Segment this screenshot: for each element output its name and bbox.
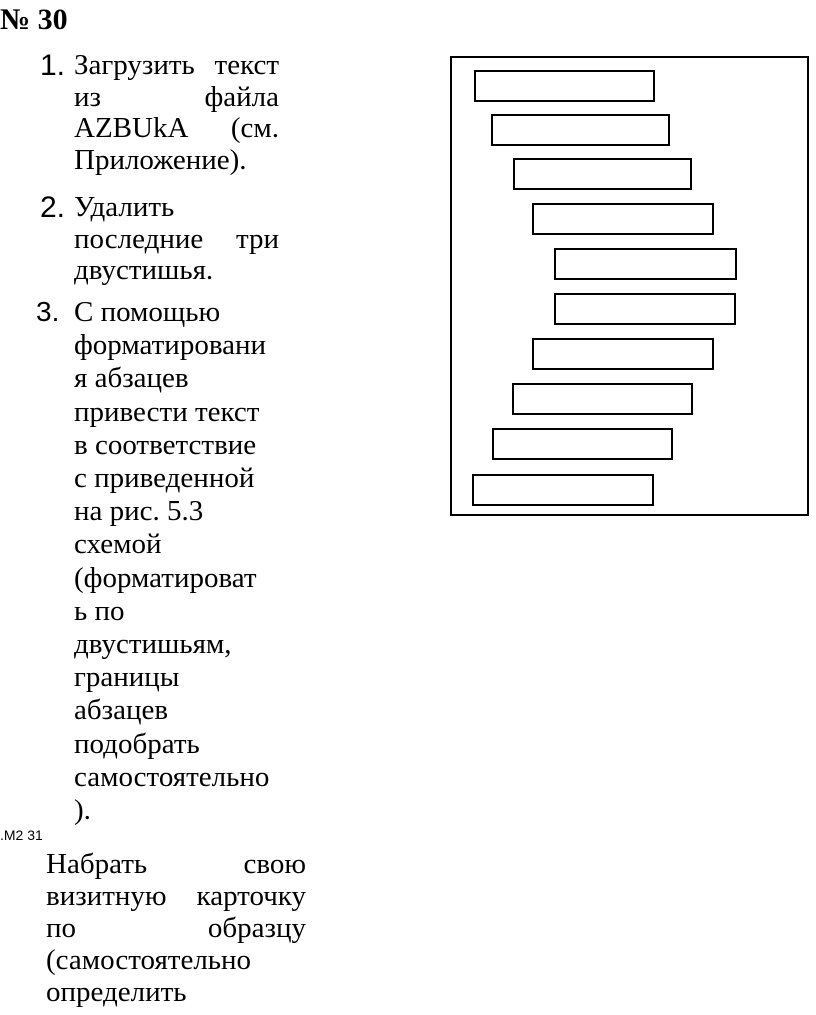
list-item-text: Удалить последние три двустишья. bbox=[74, 191, 279, 286]
list-item-text bbox=[74, 296, 279, 827]
paragraph-box bbox=[532, 203, 714, 235]
paragraph-box bbox=[474, 70, 655, 102]
text-line: на рис. 5.3 bbox=[74, 495, 204, 528]
paragraph-box bbox=[554, 293, 736, 325]
task-31-text: Набрать свою визитную карточку по образцу (самостоятельно определить bbox=[46, 848, 306, 1008]
text-line: схемой bbox=[74, 528, 162, 561]
paragraph-box bbox=[492, 428, 673, 460]
text-line: ь по bbox=[74, 594, 125, 627]
list-marker: 3. bbox=[36, 296, 60, 327]
list-marker: 1. bbox=[40, 49, 66, 82]
paragraph-box bbox=[532, 338, 714, 370]
task-number-heading bbox=[0, 2, 68, 38]
paragraph-layout-figure bbox=[450, 56, 809, 516]
number-sign: № bbox=[0, 3, 31, 36]
text-line: границы bbox=[74, 661, 180, 694]
text-line: форматировани bbox=[74, 329, 267, 362]
text-line: с приведенной bbox=[74, 462, 255, 495]
list-marker: 2. bbox=[40, 191, 66, 224]
text-line: С помощью bbox=[74, 296, 221, 328]
text-line: я абзацев bbox=[74, 362, 189, 395]
text-line: подобрать bbox=[74, 727, 200, 760]
list-item-text: Загрузить текст из файла AZBUkA (см. Приложение). bbox=[74, 49, 279, 176]
paragraph-box bbox=[512, 383, 693, 415]
paragraph-box bbox=[472, 474, 654, 506]
paragraph-box bbox=[554, 248, 737, 280]
paragraph-box bbox=[491, 114, 670, 146]
paragraph-box bbox=[513, 158, 692, 190]
section-label: .M2 31 bbox=[0, 827, 43, 843]
task-number-value: 30 bbox=[37, 3, 68, 36]
text-line: двустишьям, bbox=[74, 628, 232, 661]
text-line: в соответствие bbox=[74, 428, 257, 461]
text-line: привести текст bbox=[74, 395, 260, 428]
text-line: самостоятельно bbox=[74, 760, 270, 793]
text-line: абзацев bbox=[74, 694, 169, 727]
text-line: (форматироват bbox=[74, 561, 257, 594]
text-line: ). bbox=[74, 794, 91, 827]
